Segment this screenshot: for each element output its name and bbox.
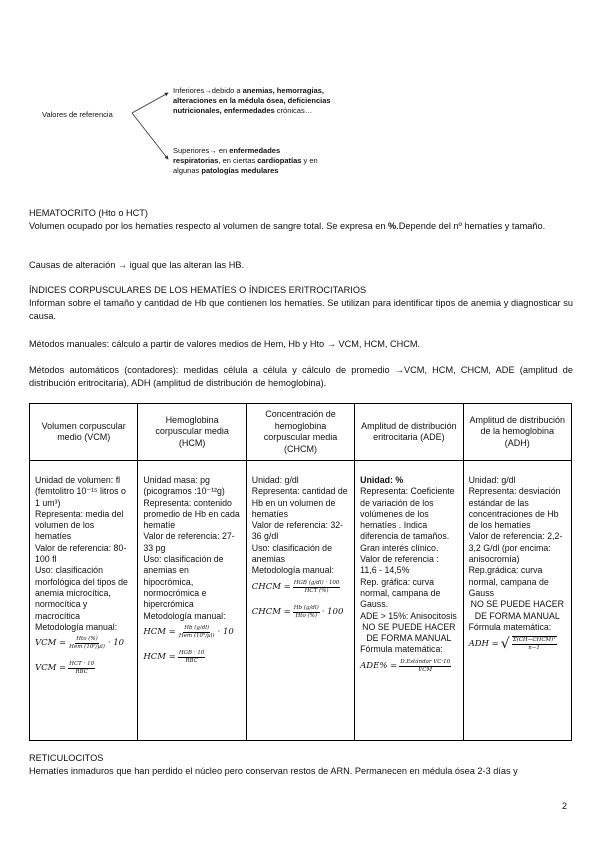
ade-formula-label: Fórmula matemática:	[360, 644, 443, 655]
adh-representa: Representa: desviación estándar de las concentraciones de Hb de los hematíes	[468, 486, 561, 531]
vcm-representa: Representa: media del volumen de los hematíes	[35, 508, 124, 542]
hcm-f1-den: Hem (10⁶/µl)	[178, 632, 215, 639]
hcm-unidad: Unidad masa: pg (picogramos :10⁻¹²g)	[143, 475, 225, 497]
adh-referencia: Valor de referencia: 2,2-3,2 G/dl (por encima: anisocromía)	[468, 531, 563, 565]
hematocrito-causas: Causas de alteración → igual que las alteran las HB.	[29, 260, 245, 270]
hematocrito-title: HEMATOCRITO (Hto o HCT)	[29, 208, 148, 218]
ade-unidad: Unidad: %	[360, 475, 404, 485]
indices-table	[29, 403, 572, 741]
inferior-line-2: alteraciones en la médula ósea, deficiencias	[173, 96, 331, 105]
hcm-representa: Representa: contenido promedio de Hb en cada hematíe	[143, 497, 240, 531]
chcm-f1-lhs: CHCM =	[251, 581, 291, 592]
cell-vcm	[30, 461, 138, 741]
vcm-f1-den: Hem (10⁶/µl)	[69, 644, 105, 651]
header-adh: Amplitud de distribución de la hemoglobina (ADH)	[463, 404, 571, 461]
vcm-unidad: Unidad de volumen: fl (femtolitro 10⁻¹⁵ litros o 1 um³)	[35, 475, 126, 508]
chcm-f2-lhs: CHCM =	[251, 606, 291, 617]
chcm-f1-den: HCT (%)	[304, 587, 329, 594]
metodos-automaticos: Métodos automáticos (contadores): medidas célula a célula y cálculo de promedio →VCM, HCM, CHCM, ADE (amplitud de distribución eritrocitaria), ADH (amplitud de distribución de hemoglobina).	[29, 365, 573, 388]
ade-no-manual: NO SE PUEDE HACER DE FORMA MANUAL	[362, 621, 456, 644]
chcm-metodologia: Metodología manual:	[251, 565, 334, 576]
vcm-f1-lhs: VCM =	[35, 638, 67, 648]
chcm-formula-1	[252, 580, 349, 595]
chcm-uso: Uso: clasificación de anemias	[251, 542, 332, 565]
hcm-f2-lhs: HCM =	[143, 651, 176, 662]
chcm-unidad: Unidad: g/dl	[251, 475, 299, 485]
reticulocitos-text: Hematíes inmaduros que han perdido el núcleo pero conservan restos de ARN. Permanecen en médula ósea 2-3 días y	[29, 766, 518, 776]
vcm-f1-num: Hto (%)	[76, 636, 98, 643]
chcm-f2-rhs: · 100	[321, 606, 344, 617]
sqrt-symbol: √	[500, 635, 510, 652]
ade-representa: Representa: Coeficiente de variación de los volúmenes de los hematíes . Indica diferencia de tamaños. Gran interés clínico.	[360, 486, 455, 553]
header-ade: Amplitud de distribución eritrocitaria (ADE)	[355, 404, 463, 461]
chcm-f1-num: HGB (g/dl) · 100	[293, 579, 340, 586]
adh-no-manual: NO SE PUEDE HACER DE FORMA MANUAL	[470, 599, 564, 621]
page-number: 2	[562, 801, 568, 811]
ade-anisocitosis: ADE > 15%: Anisocitosis	[360, 610, 457, 621]
superior-line-2: respiratorias, en ciertas cardiopatías y en	[173, 156, 318, 165]
adh-unidad: Unidad: g/dl	[468, 475, 516, 485]
hcm-uso: Uso: clasificación de anemias en hipocrómica, normocrómica e hipercrómica	[143, 554, 224, 610]
diagram-center-label: Valores de referencia	[42, 110, 113, 119]
vcm-uso: Uso: clasificación morfológica del tipos de anemia microcítica, normocítica y macrocítica	[35, 565, 128, 621]
indices-title: ÍNDICES CORPUSCULARES DE LOS HEMATÍES O ÍNDICES ERITROCITARIOS	[29, 285, 367, 295]
vcm-metodologia: Metodología manual:	[35, 621, 118, 632]
hematocrito-text: Volumen ocupado por los hematíes respecto al volumen de sangre total. Se expresa en %.Depende del nº hematíes y tamaño.	[29, 221, 546, 231]
ade-f-num: D.Estándar VC·10	[400, 658, 451, 665]
hcm-referencia: Valor de referencia: 27-33 pg	[143, 531, 235, 553]
indices-text: Informan sobre el tamaño y cantidad de Hb que contienen los hematíes. Se utilizan para identificar tipos de anemia y diagnosticar su causa.	[29, 298, 573, 321]
ade-referencia: Valor de referencia : 11,6 - 14,5%	[360, 554, 439, 576]
header-vcm: Volumen corpuscular medio (VCM)	[30, 404, 138, 461]
vcm-f1-rhs: · 10	[107, 638, 125, 648]
metodos-manuales: Métodos manuales: cálculo a partir de valores medios de Hem, Hb y Hto → VCM, HCM, CHCM.	[29, 339, 421, 349]
ade-f-den: VCM	[418, 666, 433, 673]
vcm-formula-1	[35, 636, 132, 651]
adh-f-den: n−1	[528, 645, 540, 652]
hcm-f1-num: Hb (g/dl)	[184, 624, 210, 631]
diagram-inferiores	[173, 86, 331, 116]
header-hcm: Hemoglobina corpuscular media (HCM)	[138, 404, 246, 461]
header-chcm: Concentración de hemoglobina corpuscular media (CHCM)	[246, 404, 354, 461]
hcm-formula-2	[143, 650, 240, 665]
vcm-f2-lhs: VCM =	[35, 663, 67, 673]
hcm-f1-lhs: HCM =	[143, 626, 176, 637]
chcm-referencia: Valor de referencia: 32-36 g/dl	[251, 520, 344, 542]
cell-hcm	[138, 461, 246, 741]
superior-line-3: algunas patologías medulares	[173, 166, 279, 175]
hcm-metodologia: Metodología manual:	[143, 610, 226, 621]
adh-f-num: Σ(CH−CHCM)²	[512, 637, 556, 644]
reticulocitos-title: RETICULOCITOS	[29, 753, 104, 763]
adh-formula	[469, 636, 566, 652]
adh-formula-label: Fórmula matemática:	[468, 621, 552, 632]
adh-rep-grafica: Rep.grádica: curva normal, campana de Gauss	[468, 565, 549, 598]
hcm-f1-rhs: · 10	[217, 626, 234, 637]
diagram-arrows	[128, 85, 176, 165]
adh-f-lhs: ADH =	[468, 638, 499, 649]
hcm-f2-den: RBC	[185, 657, 198, 664]
ade-f-lhs: ADE% =	[360, 660, 398, 671]
vcm-formula-2	[35, 661, 132, 676]
cell-ade	[355, 461, 463, 741]
vcm-f2-den: RBC	[75, 669, 88, 676]
chcm-f2-den: Hto (%)	[295, 612, 318, 619]
hcm-f2-num: HGB · 10	[178, 649, 205, 656]
chcm-representa: Representa: cantidad de Hb en un volumen de hematíes	[251, 486, 348, 519]
ade-rep-grafica: Rep. gráfica: curva normal, campana de Gauss.	[360, 576, 441, 610]
vcm-referencia: Valor de referencia: 80-100 fl	[35, 542, 127, 565]
chcm-formula-2	[252, 605, 349, 620]
vcm-f2-num: HCT · 10	[69, 661, 95, 668]
superior-line-1: Superiores→ en enfermedades	[173, 146, 281, 155]
diagram-superiores	[173, 146, 318, 176]
chcm-f2-num: Hb (g/dl)	[293, 604, 319, 611]
ade-formula	[360, 659, 457, 674]
inferior-line-3: nutricionales, enfermedades crónicas…	[173, 106, 313, 115]
cell-chcm	[246, 461, 354, 741]
cell-adh	[463, 461, 571, 741]
inferior-line-1: Inferiores→debido a anemias, hemorragias,	[173, 86, 324, 95]
hcm-formula-1	[143, 625, 240, 640]
